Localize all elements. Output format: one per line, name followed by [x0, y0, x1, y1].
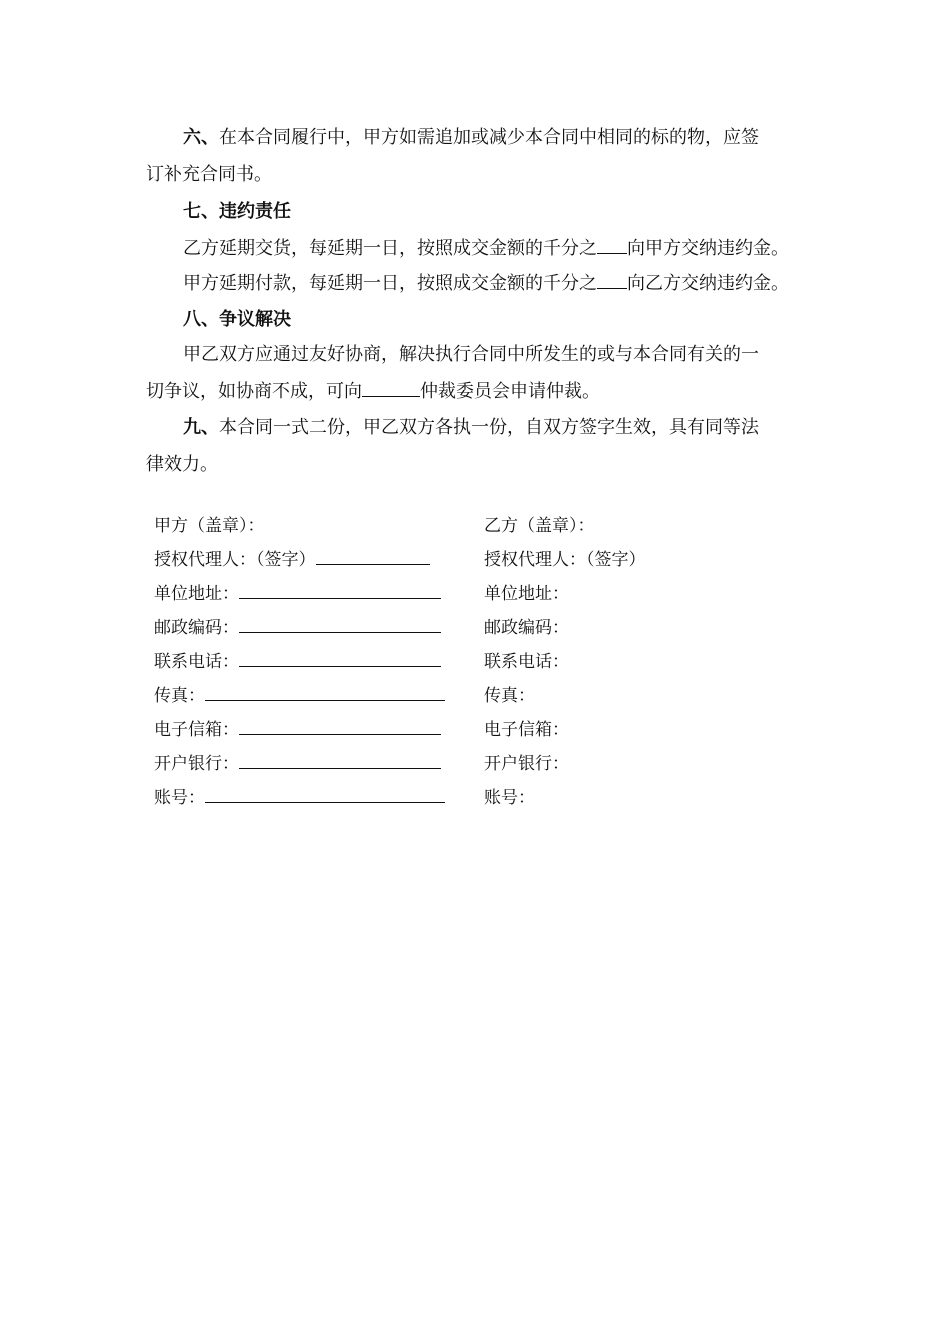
party-a-account-field[interactable] — [205, 788, 445, 803]
clause-seven-para1 — [183, 237, 789, 260]
clause-eight-line2-after: 仲裁委员会申请仲裁。 — [420, 381, 600, 402]
clause-six-line2: 订补充合同书。 — [146, 164, 272, 185]
party-a-agent-signature-line[interactable] — [316, 550, 430, 565]
party-a-postcode-field[interactable] — [239, 618, 441, 633]
party-a-fax-label: 传真： — [154, 686, 205, 706]
party-a-account-row — [154, 787, 445, 809]
party-b-address-label: 单位地址： — [484, 584, 569, 604]
clause-seven-para1-after: 向甲方交纳违约金。 — [627, 238, 789, 259]
party-a-fax-row — [154, 685, 445, 707]
party-b-fax-label: 传真： — [484, 686, 535, 706]
clause-eight-line2-before: 切争议，如协商不成，可向 — [146, 381, 362, 402]
party-a-address-field[interactable] — [239, 584, 441, 599]
clause-seven-para2-after: 向乙方交纳违约金。 — [627, 273, 789, 294]
party-b-bank-label: 开户银行： — [484, 754, 569, 774]
party-b-postcode-label: 邮政编码： — [484, 618, 569, 638]
clause-six-heading: 六、 — [183, 127, 219, 148]
party-a-address-row — [154, 583, 441, 605]
penalty-rate-blank-b[interactable] — [597, 272, 627, 289]
party-b-title: 乙方（盖章）： — [484, 516, 595, 536]
party-a-phone-row — [154, 651, 441, 673]
party-a-postcode-row — [154, 617, 441, 639]
party-a-bank-row — [154, 753, 441, 775]
clause-eight-line2 — [146, 380, 600, 403]
clause-nine-line1 — [183, 417, 759, 439]
clause-nine-line2: 律效力。 — [146, 454, 218, 475]
party-a-bank-label: 开户银行： — [154, 754, 239, 774]
arbitration-blank[interactable] — [362, 380, 420, 397]
party-a-phone-field[interactable] — [239, 652, 441, 667]
party-a-email-row — [154, 719, 441, 741]
party-a-postcode-label: 邮政编码： — [154, 618, 239, 638]
clause-six-text: 在本合同履行中，甲方如需追加或减少本合同中相同的标的物，应签 — [219, 127, 759, 148]
party-a-address-label: 单位地址： — [154, 584, 239, 604]
clause-eight-line1: 甲乙双方应通过友好协商，解决执行合同中所发生的或与本合同有关的一 — [183, 344, 759, 365]
clause-nine-heading: 九、 — [183, 417, 219, 438]
party-a-bank-field[interactable] — [239, 754, 441, 769]
party-a-account-label: 账号： — [154, 788, 205, 808]
party-b-agent-label: 授权代理人：（签字） — [484, 550, 646, 570]
party-a-fax-field[interactable] — [205, 686, 445, 701]
clause-seven-para2-before: 甲方延期付款，每延期一日，按照成交金额的千分之 — [183, 273, 597, 294]
clause-seven-para2 — [183, 272, 789, 295]
clause-seven-heading: 七、违约责任 — [183, 201, 291, 222]
party-a-email-field[interactable] — [239, 720, 441, 735]
clause-nine-text: 本合同一式二份，甲乙双方各执一份，自双方签字生效，具有同等法 — [219, 417, 759, 438]
party-b-phone-label: 联系电话： — [484, 652, 569, 672]
party-a-agent-row — [154, 549, 430, 571]
clause-seven-para1-before: 乙方延期交货，每延期一日，按照成交金额的千分之 — [183, 238, 597, 259]
penalty-rate-blank-a[interactable] — [597, 237, 627, 254]
party-b-email-label: 电子信箱： — [484, 720, 569, 740]
party-a-agent-label: 授权代理人：（签字） — [154, 550, 316, 570]
clause-eight-heading: 八、争议解决 — [183, 309, 291, 330]
party-a-title: 甲方（盖章）： — [154, 516, 265, 536]
party-a-email-label: 电子信箱： — [154, 720, 239, 740]
party-a-phone-label: 联系电话： — [154, 652, 239, 672]
party-b-account-label: 账号： — [484, 788, 535, 808]
clause-six-line1 — [183, 127, 759, 149]
